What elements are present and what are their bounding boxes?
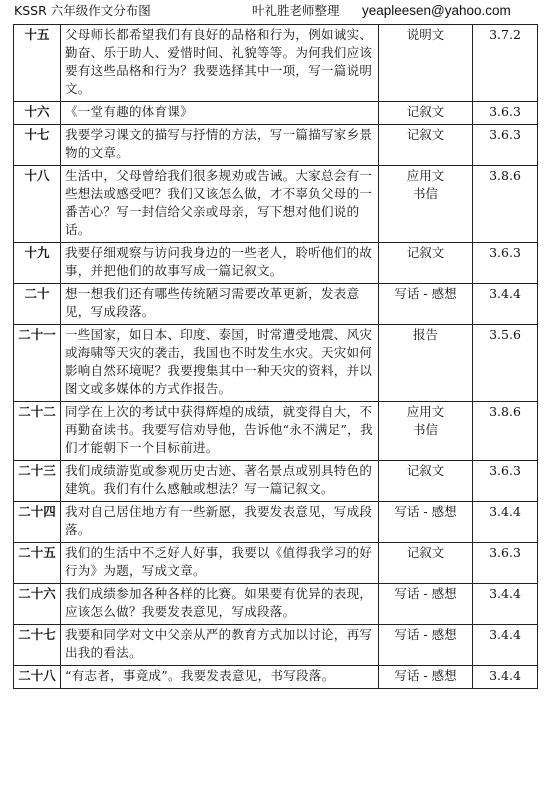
essay-type [379, 243, 473, 284]
standard-code: 3.6.3 [473, 102, 538, 125]
essay-type-line: 记叙文 [406, 127, 445, 142]
essay-type-line: 记叙文 [406, 463, 445, 478]
standard-code: 3.6.3 [473, 125, 538, 166]
essay-description: “有志者，事竟成”。我要发表意见，书写段落。 [61, 666, 379, 689]
table-row [14, 584, 538, 625]
essay-description: 我要学习课文的描写与抒情的方法，写一篇描写家乡景物的文章。 [61, 125, 379, 166]
essay-type [379, 666, 473, 689]
essay-distribution-table [13, 24, 538, 689]
standard-code: 3.8.6 [473, 166, 538, 243]
essay-type-line: 写话 - 感想 [394, 668, 457, 683]
essay-type-line: 记叙文 [406, 245, 445, 260]
essay-description: 父母师长都希望我们有良好的品格和行为，例如诚实、勤奋、乐于助人、爱惜时间、礼貌等等。为何我们应该要有这些品格和行为？我要选择其中一项，写一篇说明文。 [61, 25, 379, 102]
row-number: 二十一 [14, 325, 61, 402]
essay-type-line: 应用文 [406, 404, 445, 419]
essay-type [379, 461, 473, 502]
essay-type [379, 125, 473, 166]
essay-type [379, 102, 473, 125]
table-row [14, 25, 538, 102]
essay-type-line: 写话 - 感想 [394, 627, 457, 642]
essay-type [379, 502, 473, 543]
row-number: 十六 [14, 102, 61, 125]
standard-code: 3.4.4 [473, 502, 538, 543]
row-number: 二十六 [14, 584, 61, 625]
essay-type-line: 书信 [412, 422, 438, 437]
essay-type [379, 402, 473, 461]
standard-code: 3.6.3 [473, 461, 538, 502]
essay-description: 我们的生活中不乏好人好事，我要以《值得我学习的好行为》为题，写成文章。 [61, 543, 379, 584]
document-title: KSSR 六年级作文分布图 [14, 3, 151, 18]
standard-code: 3.4.4 [473, 284, 538, 325]
essay-type-line: 写话 - 感想 [394, 504, 457, 519]
row-number: 十五 [14, 25, 61, 102]
table-row [14, 102, 538, 125]
table-row [14, 543, 538, 584]
essay-description: 我要和同学对文中父亲从严的教育方式加以讨论，再写出我的看法。 [61, 625, 379, 666]
essay-type-line: 记叙文 [406, 104, 445, 119]
row-number: 二十五 [14, 543, 61, 584]
essay-description: 《一堂有趣的体育课》 [61, 102, 379, 125]
table-row [14, 166, 538, 243]
row-number: 二十 [14, 284, 61, 325]
essay-type [379, 325, 473, 402]
standard-code: 3.8.6 [473, 402, 538, 461]
compiler-email: yeapleesen@yahoo.com [362, 3, 511, 18]
essay-type-line: 报告 [412, 327, 438, 342]
table-row [14, 502, 538, 543]
row-number: 十八 [14, 166, 61, 243]
row-number: 二十四 [14, 502, 61, 543]
compiler-name: 叶礼胜老师整理 [252, 3, 340, 18]
table-row [14, 284, 538, 325]
essay-type-line: 写话 - 感想 [394, 586, 457, 601]
standard-code: 3.6.3 [473, 543, 538, 584]
essay-type [379, 166, 473, 243]
row-number: 二十三 [14, 461, 61, 502]
essay-description: 想一想我们还有哪些传统陋习需要改革更新，发表意见，写成段落。 [61, 284, 379, 325]
essay-type-line: 应用文 [406, 168, 445, 183]
standard-code: 3.6.3 [473, 243, 538, 284]
table-row [14, 666, 538, 689]
table-row [14, 243, 538, 284]
essay-type-line: 写话 - 感想 [394, 286, 457, 301]
essay-type [379, 625, 473, 666]
row-number: 二十七 [14, 625, 61, 666]
table-row [14, 325, 538, 402]
essay-type [379, 284, 473, 325]
standard-code: 3.5.6 [473, 325, 538, 402]
essay-description: 我们成绩参加各种各样的比赛。如果要有优异的表现，应该怎么做？我要发表意见，写成段落。 [61, 584, 379, 625]
essay-type-line: 记叙文 [406, 545, 445, 560]
essay-description: 同学在上次的考试中获得辉煌的成绩，就变得自大，不再勤奋读书。我要写信劝导他，告诉他“永不满足”，我们才能朝下一个目标前进。 [61, 402, 379, 461]
table-row [14, 402, 538, 461]
essay-description: 一些国家，如日本、印度、泰国，时常遭受地震、风灾或海啸等天灾的袭击，我国也不时发生水灾。天灾如何影响自然环境呢？我要搜集其中一种天灾的资料，并以图文或多媒体的方式作报告。 [61, 325, 379, 402]
essay-description: 我对自己居住地方有一些新愿，我要发表意见，写成段落。 [61, 502, 379, 543]
row-number: 二十八 [14, 666, 61, 689]
essay-type-line: 说明文 [406, 27, 445, 42]
essay-type-line: 书信 [412, 186, 438, 201]
essay-type [379, 584, 473, 625]
essay-description: 生活中，父母曾给我们很多规劝或告诫。大家总会有一些想法或感受吧？我们又该怎么做，才不辜负父母的一番苦心？写一封信给父亲或母亲，写下想对他们说的话。 [61, 166, 379, 243]
row-number: 二十二 [14, 402, 61, 461]
essay-description: 我们成绩游览或参观历史古迹、著名景点或别具特色的建筑。我们有什么感触或想法？写一篇记叙文。 [61, 461, 379, 502]
row-number: 十七 [14, 125, 61, 166]
row-number: 十九 [14, 243, 61, 284]
essay-type [379, 25, 473, 102]
standard-code: 3.4.4 [473, 666, 538, 689]
standard-code: 3.4.4 [473, 625, 538, 666]
page-header [0, 0, 547, 22]
standard-code: 3.7.2 [473, 25, 538, 102]
essay-description: 我要仔细观察与访问我身边的一些老人，聆听他们的故事，并把他们的故事写成一篇记叙文。 [61, 243, 379, 284]
standard-code: 3.4.4 [473, 584, 538, 625]
table-body [14, 25, 538, 689]
table-row [14, 125, 538, 166]
table-row [14, 625, 538, 666]
essay-type [379, 543, 473, 584]
table-row [14, 461, 538, 502]
